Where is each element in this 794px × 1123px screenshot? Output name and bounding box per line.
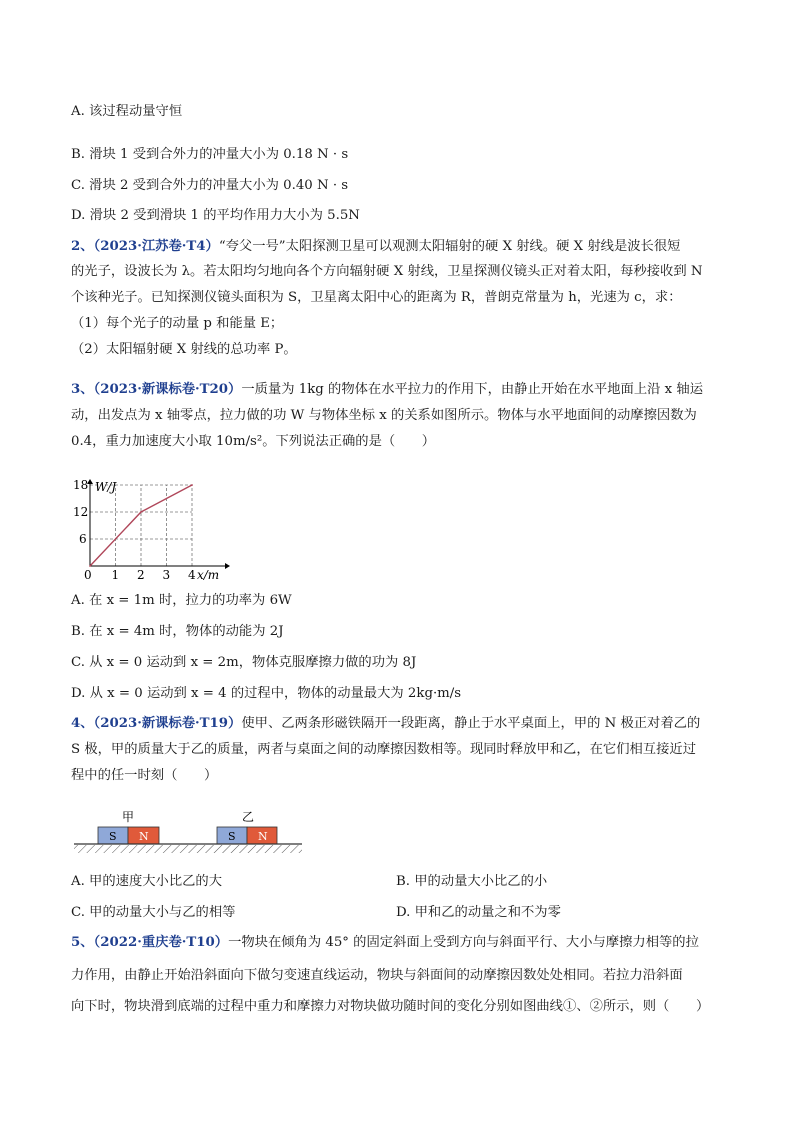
- q3-option-c: C. 从 x = 0 运动到 x = 2m，物体克服摩擦力做的功为 8J: [71, 655, 417, 670]
- work-displacement-chart: [70, 476, 230, 588]
- q2-text: “夸父一号”太阳探测卫星可以观测太阳辐射的硬 X 射线。硬 X 射线是波长很短: [218, 239, 681, 254]
- q4-source-tag: （2023·新课标卷·T19）: [93, 716, 242, 731]
- q2-source-tag: （2023·江苏卷·T4）: [93, 239, 219, 254]
- q5-number: 5、: [71, 935, 94, 950]
- q4-option-c: C. 甲的动量大小与乙的相等: [71, 905, 236, 920]
- q4-text: 使甲、乙两条形磁铁隔开一段距离，静止于水平桌面上，甲的 N 极正对着乙的: [241, 716, 701, 731]
- q5-stem-line2: 力作用，由静止开始沿斜面向下做匀变速直线运动，物块与斜面间的动摩擦因数处处相同。若拉力沿斜面: [71, 968, 683, 983]
- q5-source-tag: （2022·重庆卷·T10）: [93, 935, 229, 950]
- q1-option-a: A. 该过程动量守恒: [71, 104, 183, 119]
- q4-stem-line1: [71, 714, 700, 734]
- q4-option-b: B. 甲的动量大小比乙的小: [396, 874, 548, 889]
- y-axis-label: W/J: [95, 480, 117, 494]
- y-tick-label-6: 6: [79, 532, 87, 546]
- svg-text:N: N: [258, 830, 268, 843]
- q4-stem-line3: 程中的任一时刻（ ）: [71, 768, 218, 783]
- x-tick-label-3: 3: [162, 568, 171, 582]
- q1-option-d: D. 滑块 2 受到滑块 1 的平均作用力大小为 5.5N: [71, 208, 360, 223]
- chart-grid: [90, 485, 192, 566]
- q3-number: 3、: [71, 382, 94, 397]
- y-tick-label-18: 18: [73, 478, 89, 492]
- q4-number: 4、: [71, 716, 94, 731]
- q3-stem-line2: 动，出发点为 x 轴零点，拉力做的功 W 与物体坐标 x 的关系如图所示。物体与水平地面间的动摩擦因数为: [71, 408, 697, 423]
- magnet-yi: [217, 827, 277, 844]
- q2-sub-1: （1）每个光子的动量 p 和能量 E；: [71, 316, 284, 331]
- svg-text:S: S: [228, 830, 236, 843]
- x-tick-label-4: 4: [188, 568, 196, 582]
- magnet-jia-label: 甲: [122, 810, 135, 824]
- table-hatching: [74, 845, 302, 853]
- q4-option-d: D. 甲和乙的动量之和不为零: [396, 905, 561, 920]
- q3-option-b: B. 在 x = 4m 时，物体的动能为 2J: [71, 624, 284, 639]
- data-point-1: [140, 511, 142, 513]
- q5-text: 一物块在倾角为 45° 的固定斜面上受到方向与斜面平行、大小与摩擦力相等的拉: [228, 935, 699, 950]
- q5-stem-line3: 向下时，物块滑到底端的过程中重力和摩擦力对物块做功随时间的变化分别如图曲线①、②所示，则（ ）: [71, 999, 710, 1014]
- x-tick-label-2: 2: [137, 568, 145, 582]
- q2-stem-line1: [71, 237, 680, 257]
- data-point-0: [89, 565, 91, 567]
- q4-stem-line2: S 极，甲的质量大于乙的质量，两者与桌面之间的动摩擦因数相等。现同时释放甲和乙，在它们相互接近过: [71, 742, 696, 757]
- x-axis-label: x/m: [197, 568, 220, 582]
- q3-option-d: D. 从 x = 0 运动到 x = 4 的过程中，物体的动量最大为 2kg·m/s: [71, 686, 462, 701]
- magnets-diagram: [72, 808, 304, 858]
- data-point-2: [191, 484, 193, 486]
- q3-text: 一质量为 1kg 的物体在水平拉力的作用下，由静止开始在水平地面上沿 x 轴运: [241, 382, 703, 397]
- svg-text:N: N: [139, 830, 149, 843]
- q2-stem-line3: 个该种光子。已知探测仪镜头面积为 S，卫星离太阳中心的距离为 R，普朗克常量为 h，光速为 c，求：: [71, 290, 682, 305]
- q3-stem-line3: 0.4，重力加速度大小取 10m/s²。下列说法正确的是（ ）: [71, 434, 436, 449]
- q2-stem-line2: 的光子，设波长为 λ。若太阳均匀地向各个方向辐射硬 X 射线，卫星探测仪镜头正对着太阳，每秒接收到 N: [71, 264, 703, 279]
- q5-stem-line1: [71, 933, 699, 953]
- x-tick-label-1: 1: [111, 568, 120, 582]
- q3-option-a: A. 在 x = 1m 时，拉力的功率为 6W: [71, 593, 292, 608]
- svg-text:S: S: [109, 830, 117, 843]
- x-axis-arrow: [225, 563, 230, 569]
- q1-option-c: C. 滑块 2 受到合外力的冲量大小为 0.40 N · s: [71, 178, 349, 193]
- magnet-yi-label: 乙: [242, 810, 255, 824]
- q2-number: 2、: [71, 239, 94, 254]
- magnet-jia: [98, 827, 159, 844]
- origin-label: 0: [84, 568, 92, 582]
- q2-sub-2: （2）太阳辐射硬 X 射线的总功率 P。: [71, 342, 297, 357]
- q4-option-a: A. 甲的速度大小比乙的大: [71, 874, 223, 889]
- q3-source-tag: （2023·新课标卷·T20）: [93, 382, 242, 397]
- q3-stem-line1: [71, 380, 703, 400]
- q1-option-b: B. 滑块 1 受到合外力的冲量大小为 0.18 N · s: [71, 147, 349, 162]
- y-tick-label-12: 12: [73, 505, 89, 519]
